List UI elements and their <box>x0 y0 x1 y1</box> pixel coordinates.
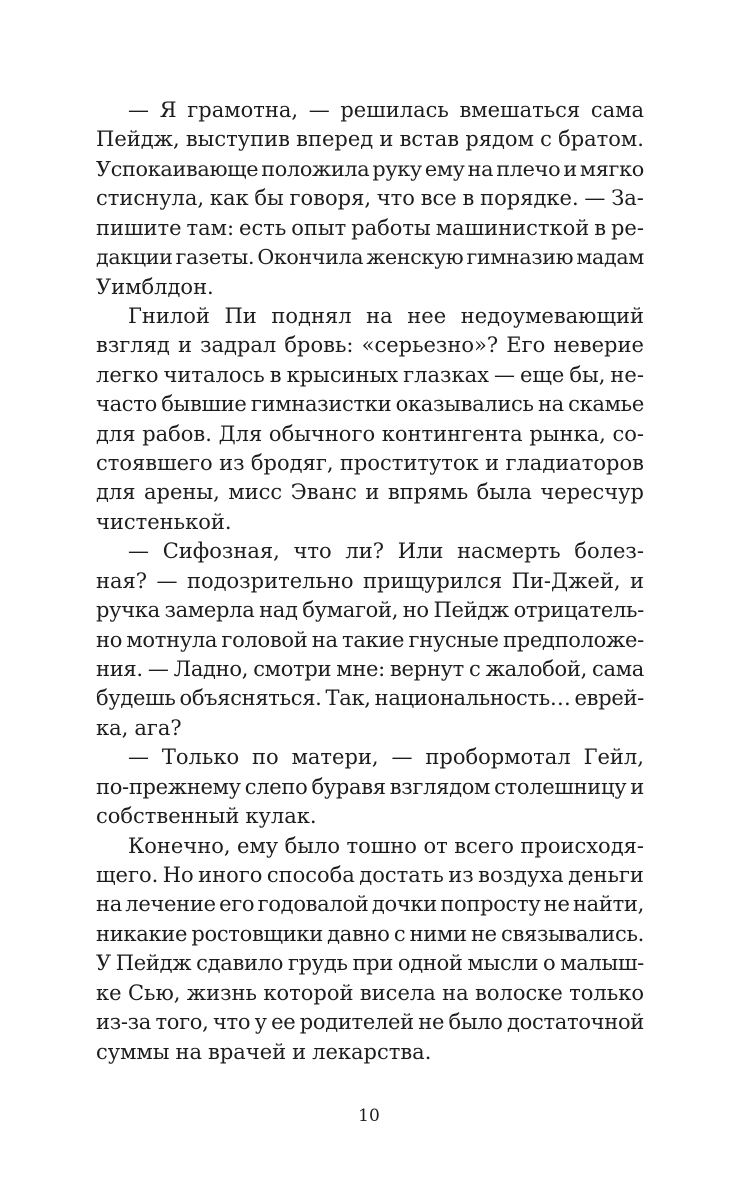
word: из-за <box>96 1010 152 1035</box>
text-line <box>96 125 644 154</box>
word: опыт <box>291 215 347 240</box>
word: порядке. <box>480 186 579 211</box>
word: на <box>366 303 393 328</box>
word: иного <box>198 862 263 887</box>
word: на <box>311 627 338 652</box>
word: способа <box>266 862 355 887</box>
word: решилась <box>340 98 449 122</box>
word: — <box>391 745 413 770</box>
word: проституток <box>339 451 479 476</box>
word: мотнула <box>126 627 218 652</box>
text-line <box>96 478 644 507</box>
word: не <box>543 892 570 917</box>
text-line <box>96 1038 644 1067</box>
word: мысли <box>467 951 539 976</box>
word: Эванс <box>290 480 357 505</box>
word: болез- <box>574 539 644 564</box>
word: столешницу <box>494 774 627 799</box>
word: контингента <box>381 421 523 446</box>
word: прищурился <box>363 568 503 593</box>
word: бровь: <box>284 333 354 358</box>
word: еврей- <box>574 686 644 711</box>
word: сдавило <box>196 951 284 976</box>
word: тошно <box>346 833 417 858</box>
word: мягко <box>579 156 644 181</box>
word: по-прежнему <box>96 774 241 799</box>
word: ростовщики <box>191 921 323 946</box>
word: ему <box>237 833 279 858</box>
word: давно <box>327 921 390 946</box>
word: Но <box>162 862 194 887</box>
word: на <box>442 980 469 1005</box>
word: дочки <box>371 892 437 917</box>
word: крысиных <box>286 362 399 387</box>
word: Гнилой <box>128 303 210 328</box>
word: там: <box>186 215 235 240</box>
text-line <box>96 420 644 449</box>
word: годовалой <box>257 892 369 917</box>
word: что <box>376 186 415 211</box>
word: оказывались <box>395 392 534 417</box>
word: связывались. <box>501 921 644 946</box>
word: бывшие <box>161 392 247 417</box>
word: Его <box>506 333 546 358</box>
text-line <box>96 743 644 772</box>
text-line <box>96 626 644 655</box>
word: малыш- <box>560 951 644 976</box>
word: Пейдж <box>433 598 509 623</box>
text-line <box>96 861 644 890</box>
word: замерла <box>164 598 255 623</box>
word: волоске <box>475 980 563 1005</box>
word: отрицатель- <box>513 598 644 623</box>
word: ему <box>424 156 465 181</box>
word: щего. <box>96 862 159 887</box>
word: говоря, <box>289 186 371 211</box>
word: врачей <box>208 1039 287 1064</box>
word: Для <box>218 421 263 446</box>
word: такие <box>342 627 405 652</box>
word: гладиаторов <box>505 451 644 476</box>
word: из <box>219 451 245 476</box>
word: ная? <box>96 568 148 593</box>
word: с <box>540 127 552 152</box>
text-line <box>96 273 644 302</box>
text-line <box>96 949 644 978</box>
text-line <box>96 832 644 861</box>
word: Конечно, <box>128 833 231 858</box>
word: объясняться. <box>179 686 322 711</box>
word: достаточной <box>507 1010 644 1035</box>
word: пробормотал <box>425 745 571 770</box>
text-line <box>96 1008 644 1037</box>
word: читалось <box>163 362 265 387</box>
word: грамотна, <box>187 98 299 122</box>
word: ния. <box>96 657 143 682</box>
word: Успокаивающе <box>96 156 259 181</box>
word: Ладно, <box>173 657 249 682</box>
word: есть <box>239 215 287 240</box>
word: всего <box>454 833 514 858</box>
word: что <box>293 539 332 564</box>
word: родителей <box>299 1010 414 1035</box>
word: ка, <box>96 715 129 740</box>
word: собственный <box>96 804 240 829</box>
word: которой <box>263 980 354 1005</box>
word: гнусные <box>408 627 499 652</box>
text-line <box>96 979 644 1008</box>
word: на <box>537 392 564 417</box>
word: мадам <box>576 245 644 270</box>
word: обычного <box>268 421 376 446</box>
word: сама <box>590 98 644 122</box>
text-line <box>96 390 644 419</box>
word: газеты. <box>175 245 255 270</box>
word: в <box>269 362 282 387</box>
word: предположе- <box>503 627 644 652</box>
word: недоумевающий <box>460 303 644 328</box>
text-line <box>96 802 644 831</box>
word: поднял <box>271 303 352 328</box>
word: Или <box>397 539 444 564</box>
word: смотри <box>253 657 332 682</box>
word: от <box>423 833 448 858</box>
text-line <box>96 214 644 243</box>
word: выступив <box>185 127 290 152</box>
word: — <box>128 745 149 770</box>
word: скамье <box>568 392 644 417</box>
word: вперед <box>296 127 374 152</box>
word: была <box>476 480 532 505</box>
word: «серьезно»? <box>361 333 499 358</box>
word: впрямь <box>387 480 469 505</box>
word: из <box>448 862 474 887</box>
text-line <box>96 655 644 684</box>
word: со- <box>612 421 644 446</box>
word: рынка, <box>529 421 606 446</box>
word: но <box>96 627 123 652</box>
word: ее <box>271 1010 296 1035</box>
word: еще <box>519 362 565 387</box>
body-text <box>96 96 644 1067</box>
word: никакие <box>96 921 188 946</box>
word: дакции <box>96 245 173 270</box>
word: встав <box>399 127 460 152</box>
word: пишите <box>96 215 182 240</box>
word: слепо <box>244 774 308 799</box>
word: в <box>462 186 475 211</box>
word: — <box>156 568 178 593</box>
word: рабов. <box>142 421 212 446</box>
word: не <box>470 921 497 946</box>
word: суммы <box>96 1039 170 1064</box>
word: Так, <box>325 686 371 711</box>
word: ними <box>409 921 467 946</box>
word: и <box>630 774 644 799</box>
word: достать <box>359 862 444 887</box>
word: и <box>177 333 192 358</box>
word: бумагой, <box>302 598 399 623</box>
word: как <box>209 186 249 211</box>
word: подозрительно <box>186 568 354 593</box>
word: Сифозная, <box>162 539 280 564</box>
word: происходя- <box>520 833 644 858</box>
word: не- <box>610 362 644 387</box>
word: Только <box>161 745 240 770</box>
word: женскую <box>366 245 464 270</box>
word: его <box>219 892 255 917</box>
word: Окончила <box>257 245 364 270</box>
word: часто <box>96 392 157 417</box>
word: насмерть <box>457 539 561 564</box>
text-line <box>96 890 644 919</box>
text-line <box>96 243 644 272</box>
text-line <box>96 920 644 949</box>
word: гимназию <box>466 245 574 270</box>
word: Пи-Джей, <box>511 568 621 593</box>
word: попросту <box>440 892 541 917</box>
word: лечение <box>125 892 216 917</box>
word: рядом <box>465 127 534 152</box>
word: — <box>128 539 149 564</box>
word: для <box>96 480 136 505</box>
word: лекарства. <box>312 1039 432 1064</box>
word: висела <box>359 980 436 1005</box>
word: легко <box>96 362 159 387</box>
word: все <box>420 186 457 211</box>
word: взгляд <box>96 333 170 358</box>
text-line <box>96 537 644 566</box>
word: национальность… <box>374 686 571 711</box>
text-line <box>96 302 644 331</box>
word: У <box>96 951 111 976</box>
word: стиснула, <box>96 186 205 211</box>
word: чересчур <box>540 480 644 505</box>
word: жалобой, <box>485 657 587 682</box>
word: — <box>493 362 515 387</box>
text-line <box>96 449 644 478</box>
word: на <box>96 892 122 917</box>
text-line <box>96 596 644 625</box>
word: взглядом <box>389 774 491 799</box>
word: над <box>259 598 298 623</box>
word: арены, <box>144 480 220 505</box>
word: глазках <box>403 362 489 387</box>
word: и <box>365 480 380 505</box>
word: чистенькой. <box>96 509 232 534</box>
word: головой <box>221 627 308 652</box>
text-line <box>96 714 644 743</box>
word: работы <box>351 215 431 240</box>
word: Пи <box>224 303 257 328</box>
word: грудь <box>287 951 348 976</box>
word: Сью, <box>127 980 181 1005</box>
word: жизнь <box>186 980 257 1005</box>
word: на <box>175 1039 203 1064</box>
word: и <box>379 127 394 152</box>
text-line <box>96 508 644 537</box>
word: За- <box>611 186 644 211</box>
text-line <box>96 684 644 713</box>
word: деньги <box>568 862 644 887</box>
word: плечо <box>496 156 561 181</box>
word: ли? <box>345 539 384 564</box>
word: по <box>252 745 279 770</box>
text-line <box>96 184 644 213</box>
word: и <box>292 1039 307 1064</box>
word: но <box>402 598 429 623</box>
word: буравя <box>311 774 386 799</box>
word: с <box>469 657 481 682</box>
word: бы, <box>569 362 606 387</box>
word: сама <box>592 657 644 682</box>
word: с <box>393 921 406 946</box>
word: не <box>418 1010 445 1035</box>
word: Я <box>159 98 177 122</box>
word: для <box>96 421 136 446</box>
text-line <box>96 96 644 125</box>
word: будешь <box>96 686 176 711</box>
text-line <box>96 567 644 596</box>
word: положила <box>261 156 370 181</box>
word: о <box>543 951 556 976</box>
word: — <box>584 186 606 211</box>
word: при <box>352 951 394 976</box>
word: у <box>254 1010 267 1035</box>
word: кулак. <box>245 804 317 829</box>
word: мне: <box>336 657 385 682</box>
word: бродяг, <box>250 451 334 476</box>
word: только <box>569 980 644 1005</box>
word: было <box>448 1010 503 1035</box>
text-line <box>96 773 644 802</box>
word: в <box>594 215 607 240</box>
word: ага? <box>134 715 182 740</box>
word: Уимблдон. <box>96 274 214 299</box>
word: на <box>467 156 494 181</box>
page-number: 10 <box>358 1106 380 1126</box>
word: ке <box>96 980 122 1005</box>
word: найти, <box>572 892 644 917</box>
word: что <box>212 1010 251 1035</box>
word: Гейл, <box>583 745 644 770</box>
word: и <box>629 568 644 593</box>
text-line <box>96 155 644 184</box>
word: ре- <box>610 215 644 240</box>
word: и <box>563 156 577 181</box>
word: задрал <box>200 333 277 358</box>
word: было <box>284 833 340 858</box>
word: руку <box>372 156 422 181</box>
word: нее <box>407 303 447 328</box>
word: бы <box>254 186 284 211</box>
word: Пейдж, <box>96 127 180 152</box>
word: воздуха <box>478 862 564 887</box>
word: — <box>308 98 330 122</box>
word: матери, <box>291 745 379 770</box>
word: неверие <box>553 333 644 358</box>
word: — <box>147 657 169 682</box>
word: вмешаться <box>459 98 581 122</box>
word: Пейдж <box>115 951 192 976</box>
word: гимназистки <box>250 392 392 417</box>
word: и <box>485 451 500 476</box>
word: одной <box>397 951 463 976</box>
word: того, <box>155 1010 209 1035</box>
word: вернут <box>390 657 464 682</box>
word: мисс <box>228 480 283 505</box>
word: братом. <box>558 127 644 152</box>
text-line <box>96 331 644 360</box>
word: стоявшего <box>96 451 213 476</box>
word: ручка <box>96 598 160 623</box>
word: — <box>128 98 149 122</box>
text-line <box>96 361 644 390</box>
word: машинисткой <box>435 215 590 240</box>
